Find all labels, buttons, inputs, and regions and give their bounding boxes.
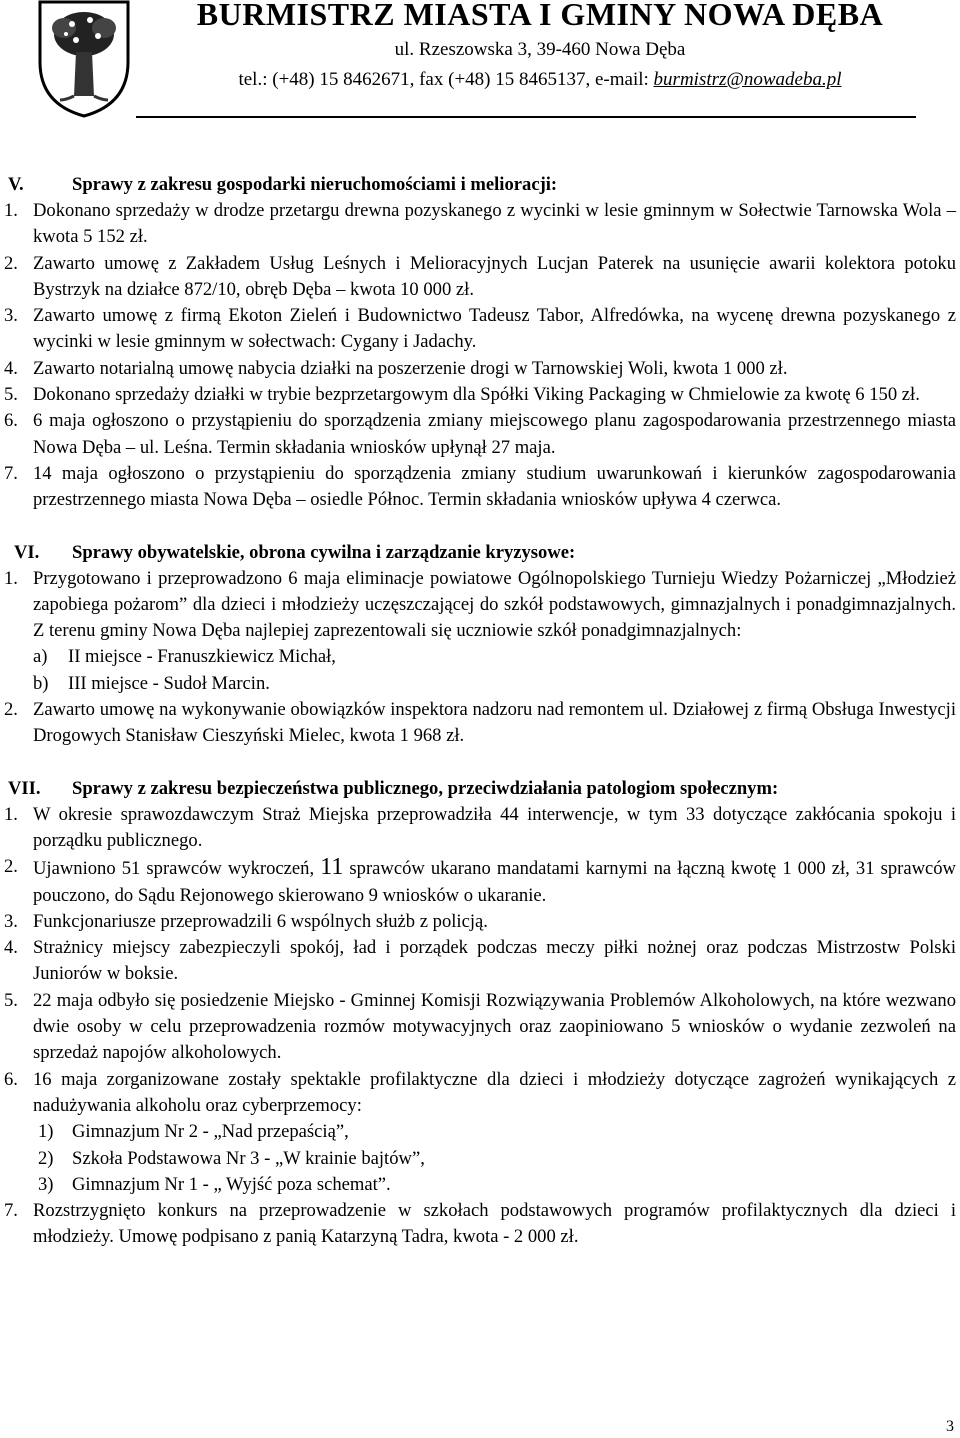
item-text: Dokonano sprzedaży w drodze przetargu drewna pozyskanego z wycinki w lesie gminnym w Sołectwie Tarnowska Wola – kwota 5 152 zł. (33, 200, 956, 248)
sub-item-text: III miejsce - Sudoł Marcin. (68, 672, 270, 694)
item-text: 14 maja ogłoszono o przystąpieniu do sporządzenia zmiany studium uwarunkowań i kierunków zagospodarowania przestrzennego miasta Nowa Dęba – osiedle Północ. Termin składania wniosków upływa 4 czerwca. (33, 462, 956, 511)
section-title (0, 540, 960, 566)
list-item (0, 303, 960, 356)
section-number: VI. (14, 541, 40, 563)
item-number: 1. (4, 567, 18, 589)
item-text: Zawarto notarialną umowę nabycia działki na poszerzenie drogi w Tarnowskiej Woli, kwota 1 000 zł. (33, 357, 788, 379)
item-text: Rozstrzygnięto konkurs na przeprowadzenie w szkołach podstawowych programów profilaktycznych dla dzieci i młodzieży. Umowę podpisano z panią Katarzyną Tadra, kwota - 2 000 zł. (33, 1200, 956, 1248)
item-number: 6. (4, 410, 18, 432)
item-text: Dokonano sprzedaży działki w trybie bezprzetargowym dla Spółki Viking Packaging w Chmielowie za kwotę 6 150 zł. (33, 384, 920, 406)
section-number: V. (8, 174, 24, 195)
list-item (0, 408, 960, 461)
coat-of-arms-icon (36, 0, 132, 118)
section-spacer (0, 514, 960, 540)
item-number: 3. (4, 910, 18, 932)
sub-item (0, 1146, 960, 1172)
list-item (0, 1198, 960, 1251)
section-spacer (0, 750, 960, 776)
header-divider (136, 116, 916, 118)
item-text: Zawarto umowę na wykonywanie obowiązków inspektora nadzoru nad remontem ul. Działowej z firmą Obsługa Inwestycji Drogowych Stanisław Cieszyński Mielec, kwota 1 968 zł. (33, 699, 956, 747)
list-item (0, 356, 960, 382)
list-item (0, 854, 960, 909)
item-number: 2. (4, 699, 18, 721)
page-number: 3 (946, 1418, 954, 1435)
sub-item (0, 1119, 960, 1145)
section-heading: Sprawy z zakresu bezpieczeństwa publicznego, przeciwdziałania patologiom społecznym: (72, 777, 779, 799)
item-number: 4. (4, 357, 18, 379)
sub-item-text: Gimnazjum Nr 1 - „ Wyjść poza schemat”. (72, 1173, 391, 1195)
item-number: 6. (4, 1068, 18, 1090)
sub-item-letter: b) (33, 672, 49, 694)
section-heading: Sprawy z zakresu gospodarki nieruchomościami i melioracji: (72, 174, 558, 195)
section-number: VII. (8, 777, 41, 799)
list-item (0, 988, 960, 1067)
report-body (0, 172, 960, 1251)
email-link[interactable]: burmistrz@nowadeba.pl (653, 69, 842, 90)
contact-phones: tel.: (+48) 15 8462671, fax (+48) 15 8465137, e-mail: (238, 69, 654, 90)
office-contact (120, 68, 960, 92)
item-text-part: sprawców ukarano mandatami karnymi na łączną kwotę 1 000 zł, 31 sprawców pouczono, do Sądu Rejonowego skierowano 9 wniosków o ukaranie. (33, 858, 956, 906)
item-text: Przygotowano i przeprowadzono 6 maja eliminacje powiatowe Ogólnopolskiego Turnieju Wiedzy Pożarniczej „Młodzież zapobiega pożarom” dla dzieci i młodzieży uczęszczającej do szkół podstawowych, gimnazjalnych i ponadgimnazjalnych. Z terenu gminy Nowa Dęba najlepiej zaprezentowali się uczniowie szkół ponadgimnazjalnych: (33, 567, 956, 642)
sub-item-letter: a) (33, 646, 48, 668)
list-item (0, 198, 960, 251)
list-item (0, 566, 960, 645)
list-item (0, 802, 960, 855)
section-title (0, 172, 960, 198)
item-text: W okresie sprawozdawczym Straż Miejska przeprowadziła 44 interwencje, w tym 33 dotyczące zakłócania spokoju i porządku publicznego. (33, 803, 956, 851)
item-text: Funkcjonariusze przeprowadzili 6 wspólnych służb z policją. (33, 910, 488, 932)
office-address: ul. Rzeszowska 3, 39-460 Nowa Dęba (394, 39, 686, 60)
item-text-part: Ujawniono 51 sprawców wykroczeń, (33, 858, 321, 880)
item-number: 7. (4, 462, 18, 484)
item-number: 5. (4, 989, 18, 1011)
item-number: 2. (4, 252, 18, 274)
item-text: Strażnicy miejscy zabezpieczyli spokój, ład i porządek podczas meczy piłki nożnej oraz podczas Mistrzostw Polski Juniorów w boksie. (33, 937, 956, 985)
list-item (0, 935, 960, 988)
sub-item (0, 671, 960, 697)
item-text-large-number: 11 (320, 854, 344, 881)
letterhead (0, 0, 960, 122)
sub-item (0, 644, 960, 670)
list-item (0, 251, 960, 304)
section-title (0, 776, 960, 802)
item-text: 16 maja zorganizowane zostały spektakle profilaktyczne dla dzieci i młodzieży dotyczące zagrożeń wynikających z nadużywania alkoholu oraz cyberprzemocy: (33, 1068, 956, 1116)
item-number: 7. (4, 1200, 18, 1222)
item-number: 1. (4, 200, 18, 221)
item-number: 4. (4, 937, 18, 959)
sub-item-text: Gimnazjum Nr 2 - „Nad przepaścią”, (72, 1121, 349, 1143)
item-number: 3. (4, 305, 18, 327)
sub-item (0, 1172, 960, 1198)
list-item (0, 1067, 960, 1120)
sub-item-number: 2) (38, 1147, 54, 1169)
list-item (0, 461, 960, 514)
item-number: 5. (4, 384, 18, 406)
sub-item-text: Szkoła Podstawowa Nr 3 - „W krainie bajtów”, (72, 1147, 425, 1169)
sub-item-text: II miejsce - Franuszkiewicz Michał, (68, 646, 336, 668)
item-number: 1. (4, 803, 18, 825)
item-text: Zawarto umowę z firmą Ekoton Zieleń i Budownictwo Tadeusz Tabor, Alfredówka, na wycenę drewna pozyskanego z wycinki w lesie gminnym w sołectwach: Cygany i Jadachy. (33, 305, 956, 353)
list-item (0, 697, 960, 750)
sub-item-number: 3) (38, 1173, 54, 1195)
item-text: 22 maja odbyło się posiedzenie Miejsko - Gminnej Komisji Rozwiązywania Problemów Alkoholowych, na które wezwano dwie osoby w celu przeprowadzenia rozmów motywacyjnych oraz zaopiniowano 5 wniosków o wydanie zezwoleń na sprzedaż napojów alkoholowych. (33, 989, 956, 1064)
item-number: 2. (4, 856, 18, 878)
section-heading: Sprawy obywatelskie, obrona cywilna i zarządzanie kryzysowe: (72, 541, 576, 563)
list-item (0, 909, 960, 935)
sub-item-number: 1) (38, 1121, 54, 1143)
item-text: Zawarto umowę z Zakładem Usług Leśnych i Melioracyjnych Lucjan Paterek na usunięcie awarii kolektora potoku Bystrzyk na działce 872/10, obręb Dęba – kwota 10 000 zł. (33, 252, 956, 300)
office-title: BURMISTRZ MIASTA I GMINY NOWA DĘBA (196, 0, 884, 32)
list-item (0, 382, 960, 408)
item-text: 6 maja ogłoszono o przystąpieniu do sporządzenia zmiany miejscowego planu zagospodarowania przestrzennego miasta Nowa Dęba – ul. Leśna. Termin składania wniosków upłynął 27 maja. (33, 410, 956, 458)
